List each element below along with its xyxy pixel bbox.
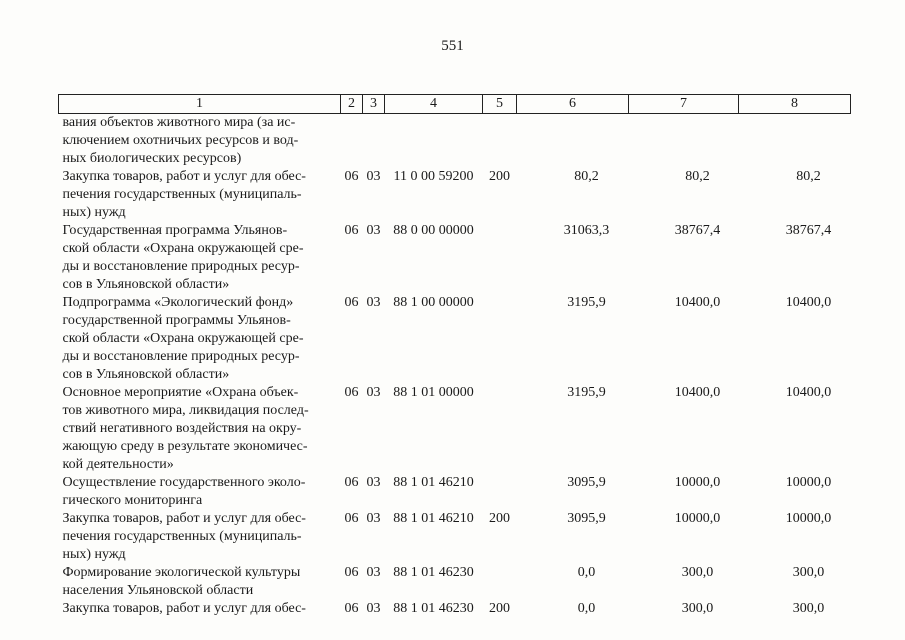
row-target-article: 88 1 00 00000 [393, 295, 474, 310]
row-amount-col8: 300,0 [792, 565, 825, 580]
row-subsection-code: 03 [366, 511, 381, 526]
row-expense-type: 200 [489, 169, 510, 184]
row-expense-type: 200 [489, 511, 510, 526]
header-cell-3: 3 [363, 95, 385, 114]
row-name-line: кой деятельности» [62, 457, 174, 472]
header-cell-5: 5 [483, 95, 517, 114]
row-amount-col7: 10000,0 [674, 475, 721, 490]
row-section-code: 06 [344, 475, 359, 490]
row-amount-col7: 10400,0 [674, 385, 721, 400]
header-cell-6: 6 [517, 95, 629, 114]
row-name-cell [59, 510, 341, 564]
row-target-article: 11 0 00 59200 [393, 169, 474, 184]
row-section-code: 06 [344, 169, 359, 184]
row-amount-col7: 300,0 [681, 601, 714, 616]
row-section-code: 06 [344, 385, 359, 400]
row-name-line: гического мониторинга [62, 493, 203, 508]
row-name-cell [59, 114, 341, 169]
row-name-line: Государственная программа Ульянов- [62, 223, 288, 238]
row-amount-col6: 80,2 [574, 169, 599, 184]
table-row [59, 474, 851, 510]
row-name-line: тов животного мира, ликвидация послед- [62, 403, 309, 418]
header-cell-4: 4 [385, 95, 483, 114]
row-amount-col7: 10400,0 [674, 295, 721, 310]
header-cell-1: 1 [59, 95, 341, 114]
row-section-code: 06 [344, 565, 359, 580]
row-amount-col6 [517, 114, 629, 169]
row-name-line: Формирование экологической культуры [62, 565, 301, 580]
row-name-line: ды и восстановление природных ресур- [62, 349, 300, 364]
header-cell-2: 2 [341, 95, 363, 114]
row-name-line: Основное мероприятие «Охрана объек- [62, 385, 299, 400]
row-subsection-code: 03 [366, 565, 381, 580]
table-row [59, 510, 851, 564]
row-amount-col7 [629, 114, 739, 169]
row-subsection-code: 03 [366, 169, 381, 184]
row-name-cell [59, 168, 341, 222]
row-amount-col8 [739, 114, 851, 169]
row-target-article: 88 1 01 46230 [393, 565, 474, 580]
row-name-cell [59, 474, 341, 510]
row-subsection-code [363, 114, 385, 169]
table-row [59, 294, 851, 384]
row-expense-type [483, 564, 517, 600]
row-amount-col8: 10400,0 [785, 385, 832, 400]
table-row [59, 114, 851, 169]
row-subsection-code: 03 [366, 601, 381, 616]
row-amount-col6: 3195,9 [567, 295, 606, 310]
row-name-line: сов в Ульяновской области» [62, 367, 230, 382]
row-section-code [341, 114, 363, 169]
row-amount-col8: 38767,4 [785, 223, 832, 238]
row-name-line: сов в Ульяновской области» [62, 277, 230, 292]
row-subsection-code: 03 [366, 295, 381, 310]
row-amount-col6: 0,0 [577, 565, 596, 580]
table-header [59, 95, 851, 114]
row-name-line: Закупка товаров, работ и услуг для обес- [62, 601, 306, 616]
table-row [59, 600, 851, 618]
row-name-line: государственной программы Ульянов- [62, 313, 291, 328]
row-expense-type [483, 222, 517, 294]
row-subsection-code: 03 [366, 223, 381, 238]
row-amount-col8: 10000,0 [785, 475, 832, 490]
row-target-article: 88 1 01 46230 [393, 601, 474, 616]
table-row [59, 564, 851, 600]
row-name-line: ключением охотничьих ресурсов и вод- [62, 133, 299, 148]
row-amount-col6: 3095,9 [567, 475, 606, 490]
header-cell-7: 7 [629, 95, 739, 114]
row-name-line: ных биологических ресурсов) [62, 151, 242, 166]
row-name-line: Подпрограмма «Экологический фонд» [62, 295, 294, 310]
row-expense-type: 200 [489, 601, 510, 616]
row-name-line: Закупка товаров, работ и услуг для обес- [62, 511, 306, 526]
header-cell-8: 8 [739, 95, 851, 114]
row-amount-col6: 31063,3 [563, 223, 610, 238]
row-target-article: 88 1 01 46210 [393, 475, 474, 490]
row-amount-col7: 38767,4 [674, 223, 721, 238]
row-amount-col8: 300,0 [792, 601, 825, 616]
row-section-code: 06 [344, 511, 359, 526]
row-name-line: населения Ульяновской области [62, 583, 254, 598]
row-amount-col7: 80,2 [685, 169, 710, 184]
row-expense-type [483, 114, 517, 169]
row-amount-col8: 80,2 [796, 169, 821, 184]
row-amount-col7: 10000,0 [674, 511, 721, 526]
table-row [59, 222, 851, 294]
row-expense-type [483, 294, 517, 384]
row-amount-col6: 3195,9 [567, 385, 606, 400]
table-row [59, 168, 851, 222]
row-name-line: Закупка товаров, работ и услуг для обес- [62, 169, 306, 184]
row-name-line: ных) нужд [62, 205, 126, 220]
row-name-cell [59, 384, 341, 474]
row-amount-col6: 0,0 [577, 601, 596, 616]
budget-table [58, 94, 851, 618]
table-body [59, 114, 851, 619]
row-amount-col7: 300,0 [681, 565, 714, 580]
row-expense-type [483, 384, 517, 474]
header-row [59, 95, 851, 114]
row-name-line: вания объектов животного мира (за ис- [62, 115, 296, 130]
row-target-article: 88 1 01 46210 [393, 511, 474, 526]
row-section-code: 06 [344, 295, 359, 310]
row-section-code: 06 [344, 223, 359, 238]
page-number: 551 [441, 38, 464, 54]
row-name-line: ской области «Охрана окружающей сре- [62, 331, 304, 346]
row-amount-col8: 10000,0 [785, 511, 832, 526]
row-name-line: ных) нужд [62, 547, 126, 562]
row-section-code: 06 [344, 601, 359, 616]
row-subsection-code: 03 [366, 385, 381, 400]
row-amount-col6: 3095,9 [567, 511, 606, 526]
row-name-line: Осуществление государственного эколо- [62, 475, 306, 490]
row-target-article [385, 114, 483, 169]
row-subsection-code: 03 [366, 475, 381, 490]
table-row [59, 384, 851, 474]
row-name-cell [59, 294, 341, 384]
row-name-line: печения государственных (муниципаль- [62, 187, 302, 202]
row-target-article: 88 1 01 00000 [393, 385, 474, 400]
row-name-line: ской области «Охрана окружающей сре- [62, 241, 304, 256]
row-amount-col8: 10400,0 [785, 295, 832, 310]
row-name-line: печения государственных (муниципаль- [62, 529, 302, 544]
row-name-cell [59, 564, 341, 600]
row-name-cell [59, 222, 341, 294]
row-name-line: жающую среду в результате экономичес- [62, 439, 308, 454]
row-name-line: ствий негативного воздействия на окру- [62, 421, 302, 436]
row-name-line: ды и восстановление природных ресур- [62, 259, 300, 274]
row-name-cell [59, 600, 341, 618]
row-target-article: 88 0 00 00000 [393, 223, 474, 238]
row-expense-type [483, 474, 517, 510]
